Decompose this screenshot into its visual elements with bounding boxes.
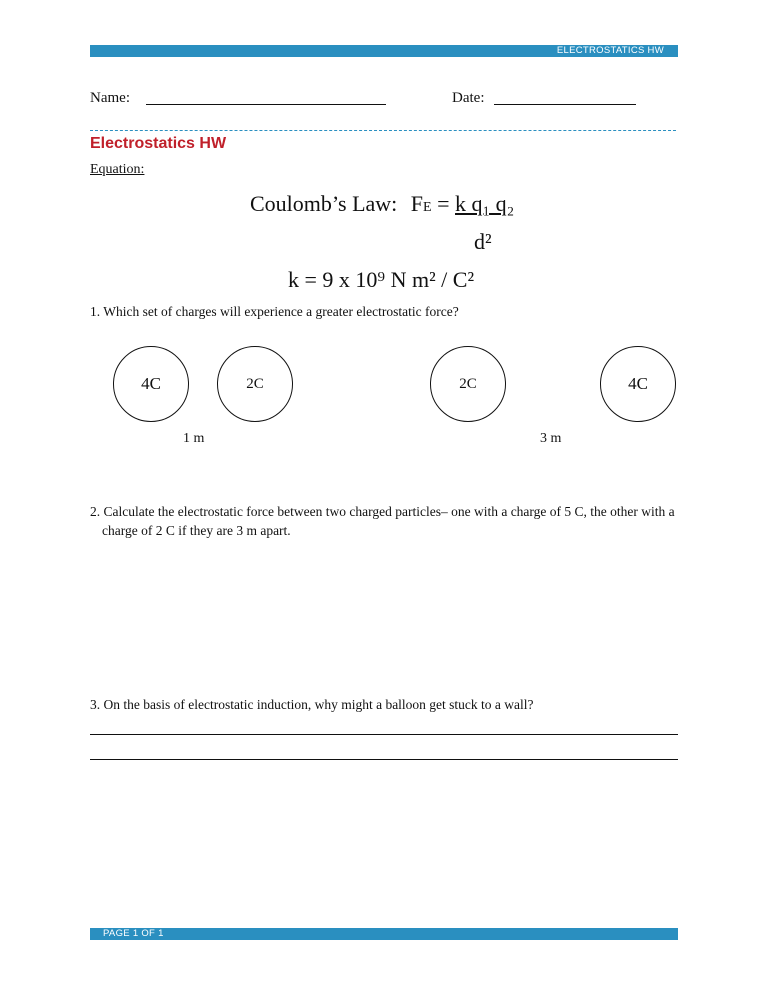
name-label: Name: xyxy=(90,90,130,106)
force-symbol: F xyxy=(410,191,424,216)
coulomb-law xyxy=(250,191,514,217)
charge-label: 4C xyxy=(628,374,648,393)
charge-circle xyxy=(217,346,293,422)
distance-label: 3 m xyxy=(540,431,562,446)
question-3: 3. On the basis of electrostatic induction, why might a balloon get stuck to a wall? xyxy=(90,697,534,712)
charge-circle xyxy=(430,346,506,422)
equation-label: Equation: xyxy=(90,162,145,177)
equals-sign: = xyxy=(437,191,450,216)
distance-label: 1 m xyxy=(183,431,205,446)
answer-line[interactable] xyxy=(90,734,678,735)
name-line[interactable] xyxy=(146,104,386,105)
footer-bar xyxy=(90,928,678,940)
coulomb-constant: k = 9 x 10⁹ N m² / C² xyxy=(288,267,475,292)
date-line[interactable] xyxy=(494,104,636,105)
coulomb-label: Coulomb’s Law: xyxy=(250,191,398,216)
charge-circle xyxy=(600,346,676,422)
force-subscript: E xyxy=(423,200,432,215)
date-label: Date: xyxy=(452,90,485,106)
section-title: Electrostatics HW xyxy=(90,135,227,152)
charge-label: 2C xyxy=(459,375,477,392)
question-1: 1. Which set of charges will experience a greater electrostatic force? xyxy=(90,304,459,319)
header-bar xyxy=(90,45,678,57)
law-denominator: d² xyxy=(474,229,492,254)
page-number: PAGE 1 OF 1 xyxy=(103,928,164,939)
section-divider xyxy=(90,130,676,131)
charge-label: 2C xyxy=(246,375,264,392)
answer-line[interactable] xyxy=(90,759,678,760)
law-numerator: k q₁ q₂ xyxy=(455,191,515,216)
header-title: ELECTROSTATICS HW xyxy=(556,45,664,56)
charge-circle xyxy=(113,346,189,422)
charge-label: 4C xyxy=(141,374,161,393)
question-2: 2. Calculate the electrostatic force between two charged particles– one with a charge of 5 C, the other with a charge of 2 C if they are 3 m apart. xyxy=(90,504,675,538)
